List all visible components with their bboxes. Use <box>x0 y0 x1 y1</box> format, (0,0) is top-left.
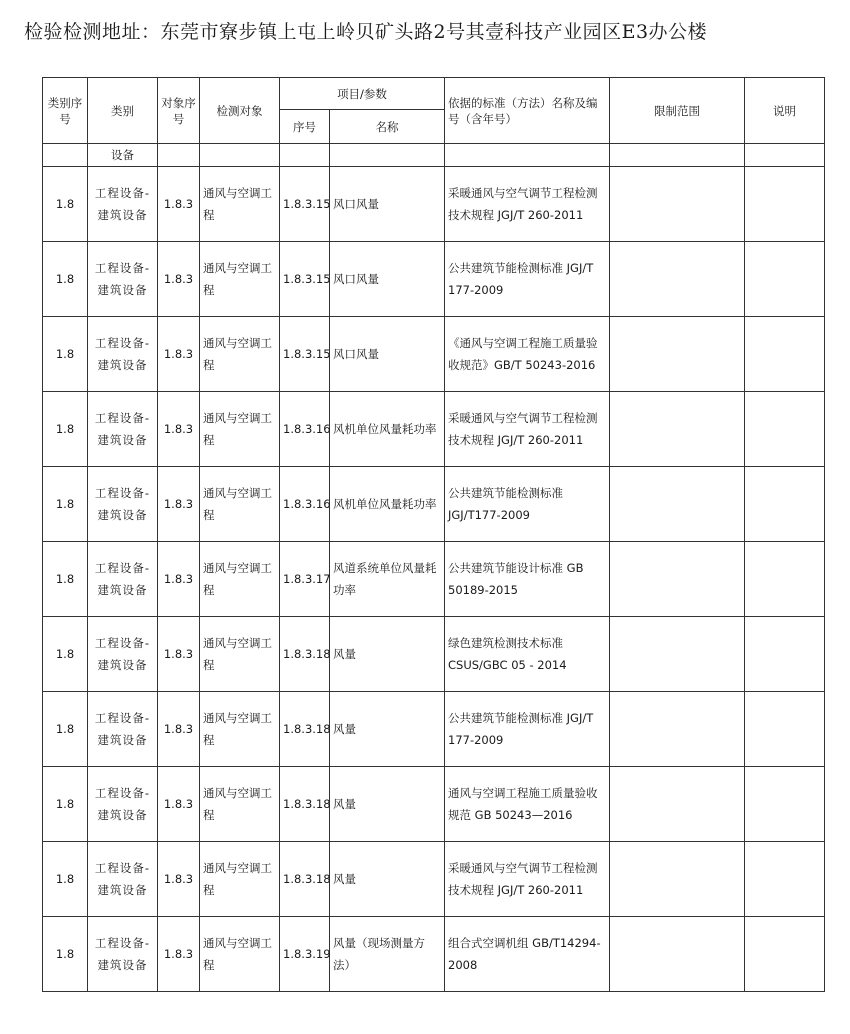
header-param-name: 名称 <box>330 110 445 144</box>
cell-category-no: 1.8 <box>43 167 88 242</box>
cell-note <box>745 617 825 692</box>
header-category-no: 类别序号 <box>43 78 88 144</box>
lab-address: 检验检测地址：东莞市寮步镇上屯上岭贝矿头路2号其壹科技产业园区E3办公楼 <box>24 21 708 43</box>
cell-limit <box>610 842 745 917</box>
cell-limit <box>610 767 745 842</box>
cell-limit <box>610 167 745 242</box>
header-object: 检测对象 <box>200 78 280 144</box>
cell-category: 工程设备-建筑设备 <box>88 767 158 842</box>
table-row <box>43 692 825 767</box>
cell-category-no: 1.8 <box>43 917 88 992</box>
cell-object-no: 1.8.3 <box>158 167 200 242</box>
table-row <box>43 467 825 542</box>
cell-category-no: 1.8 <box>43 317 88 392</box>
cell-category: 工程设备-建筑设备 <box>88 917 158 992</box>
cell-note <box>745 692 825 767</box>
table-body <box>43 144 825 992</box>
cell-param-name: 风量 <box>330 692 445 767</box>
cell-empty <box>200 144 280 167</box>
cell-standard: 组合式空调机组 GB/T14294-2008 <box>445 917 610 992</box>
cell-standard: 采暖通风与空气调节工程检测技术规程 JGJ/T 260-2011 <box>445 392 610 467</box>
cell-object-no: 1.8.3 <box>158 542 200 617</box>
table-row <box>43 542 825 617</box>
cell-category-no: 1.8 <box>43 392 88 467</box>
cell-param-name: 风口风量 <box>330 167 445 242</box>
cell-category: 工程设备-建筑设备 <box>88 167 158 242</box>
cell-category: 工程设备-建筑设备 <box>88 392 158 467</box>
table-row <box>43 617 825 692</box>
cell-category-no: 1.8 <box>43 467 88 542</box>
cell-param-name: 风量（现场测量方法） <box>330 917 445 992</box>
cell-category: 工程设备-建筑设备 <box>88 467 158 542</box>
cell-param-no: 1.8.3.16 <box>280 392 330 467</box>
table-row <box>43 917 825 992</box>
cell-standard: 《通风与空调工程施工质量验收规范》GB/T 50243-2016 <box>445 317 610 392</box>
cell-standard: 采暖通风与空气调节工程检测技术规程 JGJ/T 260-2011 <box>445 167 610 242</box>
cell-note <box>745 767 825 842</box>
cell-category: 工程设备-建筑设备 <box>88 842 158 917</box>
cell-limit <box>610 317 745 392</box>
cell-category-no: 1.8 <box>43 617 88 692</box>
table-row <box>43 317 825 392</box>
cell-param-name: 风量 <box>330 842 445 917</box>
cell-object-no: 1.8.3 <box>158 842 200 917</box>
cell-category-no: 1.8 <box>43 842 88 917</box>
cell-note <box>745 542 825 617</box>
cell-object: 通风与空调工程 <box>200 692 280 767</box>
cell-standard: 公共建筑节能检测标准 JGJ/T 177-2009 <box>445 242 610 317</box>
header-param-group: 项目/参数 <box>280 78 445 110</box>
cell-object: 通风与空调工程 <box>200 617 280 692</box>
cell-param-name: 风口风量 <box>330 317 445 392</box>
cell-standard: 采暖通风与空气调节工程检测技术规程 JGJ/T 260-2011 <box>445 842 610 917</box>
table-row <box>43 167 825 242</box>
cell-category: 工程设备-建筑设备 <box>88 542 158 617</box>
cell-param-name: 风口风量 <box>330 242 445 317</box>
cell-category: 工程设备-建筑设备 <box>88 242 158 317</box>
cell-category-no: 1.8 <box>43 767 88 842</box>
cell-limit <box>610 467 745 542</box>
cell-limit <box>610 692 745 767</box>
cell-object: 通风与空调工程 <box>200 542 280 617</box>
cell-param-no: 1.8.3.19 <box>280 917 330 992</box>
cell-standard: 绿色建筑检测技术标准 CSUS/GBC 05 - 2014 <box>445 617 610 692</box>
accreditation-table <box>42 77 825 992</box>
continued-row <box>43 144 825 167</box>
cell-limit <box>610 242 745 317</box>
cell-object-no: 1.8.3 <box>158 242 200 317</box>
cell-category: 设备 <box>88 144 158 167</box>
cell-param-no: 1.8.3.15 <box>280 242 330 317</box>
cell-empty <box>43 144 88 167</box>
cell-standard: 通风与空调工程施工质量验收规范 GB 50243—2016 <box>445 767 610 842</box>
cell-limit <box>610 617 745 692</box>
table-row <box>43 842 825 917</box>
header-standard: 依据的标准（方法）名称及编号（含年号） <box>445 78 610 144</box>
cell-category: 工程设备-建筑设备 <box>88 617 158 692</box>
cell-object-no: 1.8.3 <box>158 692 200 767</box>
cell-param-no: 1.8.3.16 <box>280 467 330 542</box>
cell-object: 通风与空调工程 <box>200 242 280 317</box>
cell-note <box>745 392 825 467</box>
cell-object-no: 1.8.3 <box>158 617 200 692</box>
cell-note <box>745 467 825 542</box>
cell-param-no: 1.8.3.18 <box>280 692 330 767</box>
cell-note <box>745 917 825 992</box>
header-limit: 限制范围 <box>610 78 745 144</box>
cell-category-no: 1.8 <box>43 692 88 767</box>
cell-limit <box>610 542 745 617</box>
cell-standard: 公共建筑节能检测标准 JGJ/T 177-2009 <box>445 692 610 767</box>
cell-category-no: 1.8 <box>43 242 88 317</box>
cell-note <box>745 842 825 917</box>
cell-param-no: 1.8.3.15 <box>280 317 330 392</box>
cell-standard: 公共建筑节能检测标准 JGJ/T177-2009 <box>445 467 610 542</box>
cell-param-name: 风机单位风量耗功率 <box>330 467 445 542</box>
cell-object: 通风与空调工程 <box>200 467 280 542</box>
cell-limit <box>610 392 745 467</box>
header-row <box>43 78 825 110</box>
cell-category-no: 1.8 <box>43 542 88 617</box>
cell-object-no: 1.8.3 <box>158 467 200 542</box>
cell-object: 通风与空调工程 <box>200 317 280 392</box>
cell-object-no: 1.8.3 <box>158 392 200 467</box>
cell-category: 工程设备-建筑设备 <box>88 317 158 392</box>
cell-object: 通风与空调工程 <box>200 917 280 992</box>
table-row <box>43 242 825 317</box>
cell-note <box>745 167 825 242</box>
cell-param-no: 1.8.3.18 <box>280 617 330 692</box>
cell-category: 工程设备-建筑设备 <box>88 692 158 767</box>
cell-object-no: 1.8.3 <box>158 317 200 392</box>
cell-object-no: 1.8.3 <box>158 917 200 992</box>
cell-param-name: 风量 <box>330 617 445 692</box>
cell-object: 通风与空调工程 <box>200 167 280 242</box>
cell-object: 通风与空调工程 <box>200 767 280 842</box>
cell-empty <box>330 144 445 167</box>
cell-param-no: 1.8.3.18 <box>280 842 330 917</box>
cell-note <box>745 317 825 392</box>
cell-empty <box>158 144 200 167</box>
table-row <box>43 767 825 842</box>
header-category: 类别 <box>88 78 158 144</box>
cell-empty <box>445 144 610 167</box>
cell-param-no: 1.8.3.18 <box>280 767 330 842</box>
cell-empty <box>745 144 825 167</box>
cell-object: 通风与空调工程 <box>200 392 280 467</box>
cell-limit <box>610 917 745 992</box>
cell-param-no: 1.8.3.17 <box>280 542 330 617</box>
header-note: 说明 <box>745 78 825 144</box>
cell-empty <box>610 144 745 167</box>
cell-param-name: 风道系统单位风量耗功率 <box>330 542 445 617</box>
header-object-no: 对象序号 <box>158 78 200 144</box>
cell-param-name: 风机单位风量耗功率 <box>330 392 445 467</box>
cell-object: 通风与空调工程 <box>200 842 280 917</box>
cell-empty <box>280 144 330 167</box>
cell-param-name: 风量 <box>330 767 445 842</box>
cell-note <box>745 242 825 317</box>
cell-object-no: 1.8.3 <box>158 767 200 842</box>
cell-standard: 公共建筑节能设计标准 GB 50189-2015 <box>445 542 610 617</box>
cell-param-no: 1.8.3.15 <box>280 167 330 242</box>
table-row <box>43 392 825 467</box>
header-param-no: 序号 <box>280 110 330 144</box>
